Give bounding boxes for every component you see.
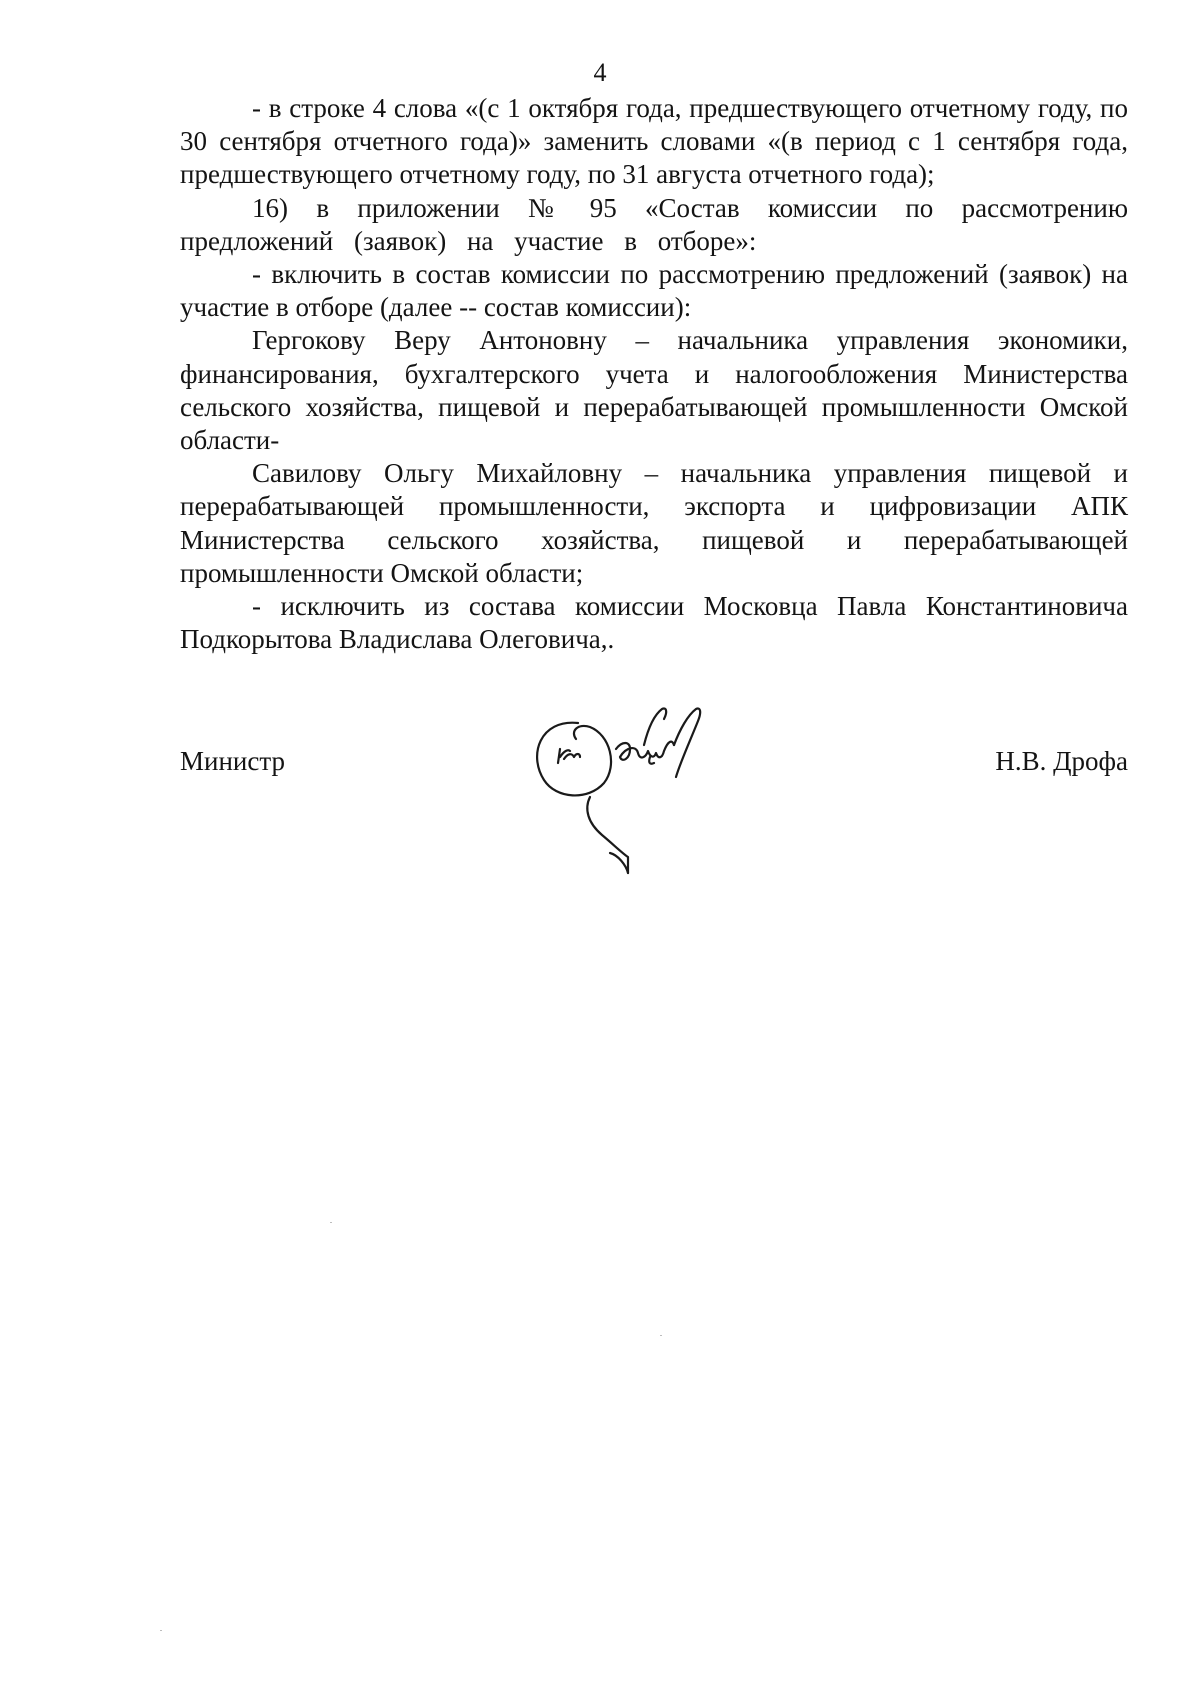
scan-speck [660,1335,662,1336]
handwritten-signature [530,705,750,880]
paragraph-member-savilova: Савилову Ольгу Михайловну – начальника управления пищевой и перерабатывающей промышленности, экспорта и цифровизации АПК Министерства сельского хозяйства, пищевой и перерабатывающей промышленности Омской области; [180,458,1128,588]
page-number: 4 [593,58,607,87]
scan-speck [160,1630,162,1631]
scan-speck [330,1222,332,1223]
paragraph-appendix-95: 16) в приложении № 95 «Состав комиссии по рассмотрению предложений (заявок) на участие в отборе»: [180,192,1128,256]
document-body [180,92,1128,656]
paragraph-replace-period: - в строке 4 слова «(с 1 октября года, предшествующего отчетному году, по 30 сентября отчетного года)» заменить словами «(в период с 1 сентября года, предшествующего отчетному году, по 31 августа отчетного года); [180,93,1128,190]
signatory-title: Министр [180,746,285,776]
paragraph-member-gergokova: Гергокову Веру Антоновну – начальника управления экономики, финансирования, бухгалтерского учета и налогообложения Министерства сельского хозяйства, пищевой и перерабатывающей промышленности Омской области- [180,325,1128,456]
paragraph-include-members: - включить в состав комиссии по рассмотрению предложений (заявок) на участие в отборе (далее -- состав комиссии): [180,259,1128,323]
paragraph-exclude-members: - исключить из состава комиссии Московца Павла Константиновича Подкорытова Владислава Олеговича,. [180,591,1128,655]
signatory-name: Н.В. Дрофа [995,746,1128,776]
